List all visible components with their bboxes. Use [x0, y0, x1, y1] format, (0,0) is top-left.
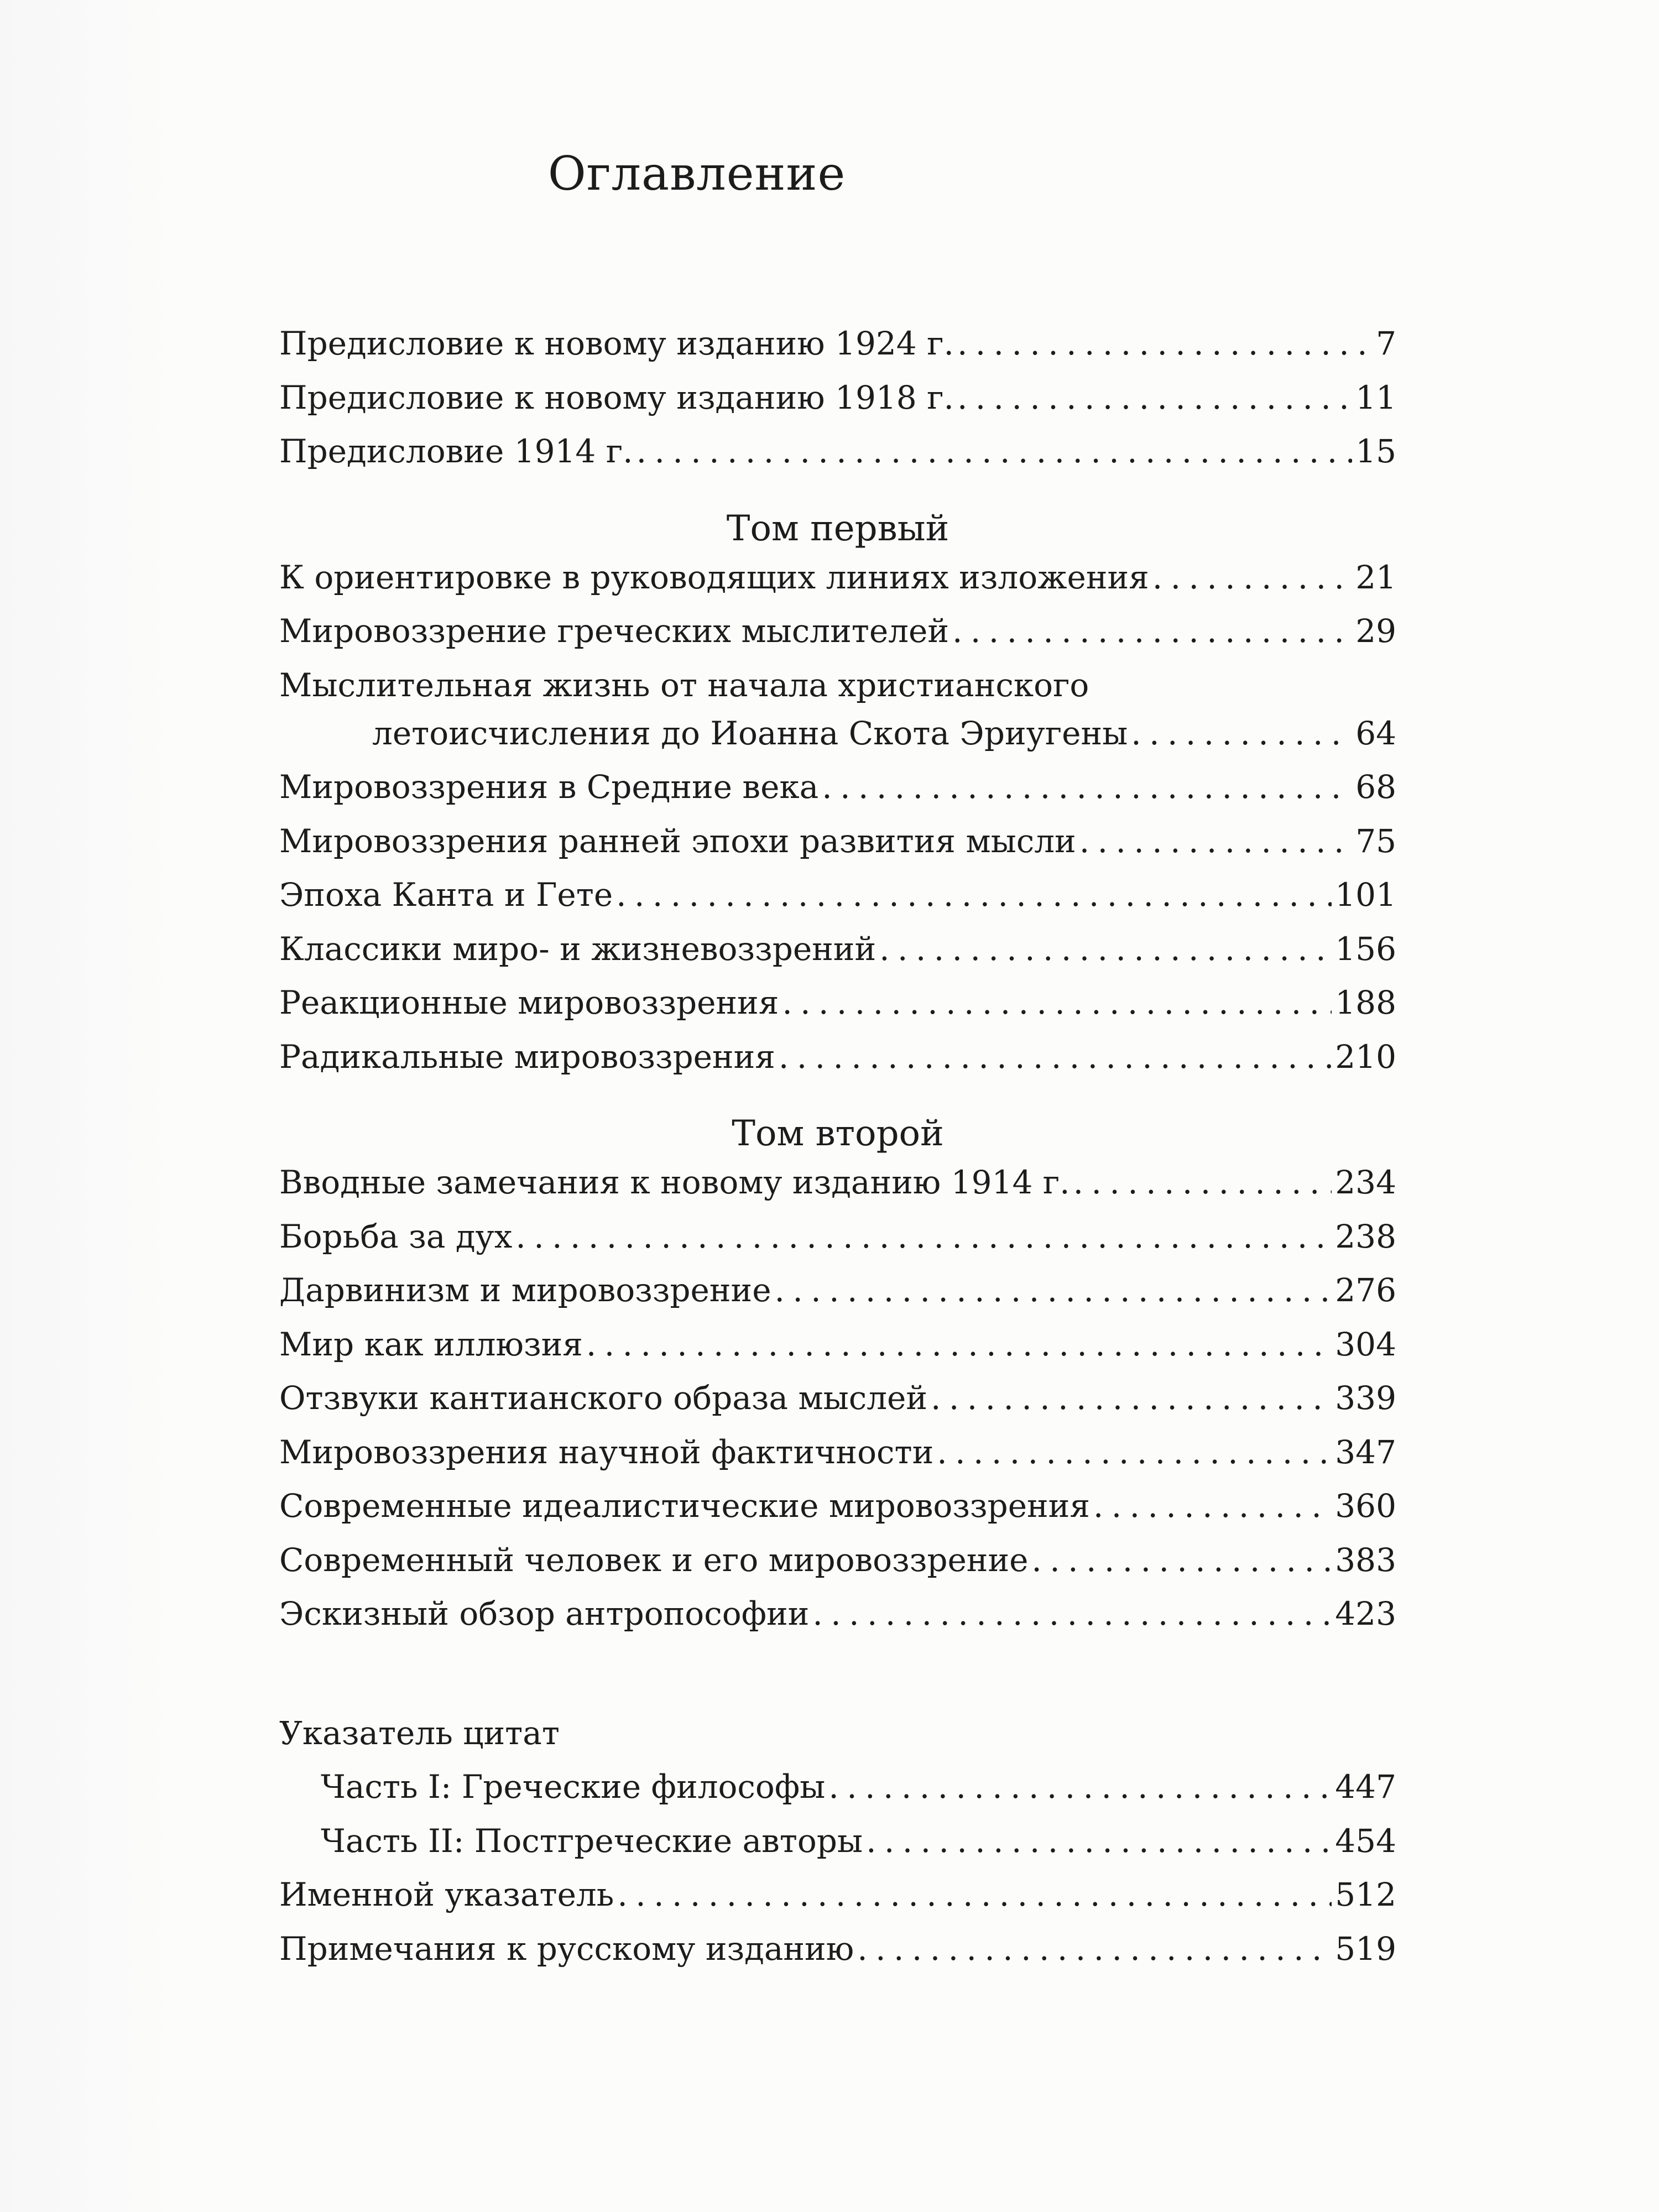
toc-entry-title: Борьба за дух [279, 1217, 513, 1255]
toc-entry [279, 1271, 1396, 1328]
toc-entry [279, 1166, 1396, 1220]
toc-entry-title: Примечания к русскому изданию [279, 1929, 854, 1968]
toc-entry-title: Классики миро- и жизневоззрений [279, 930, 877, 968]
dot-leader [957, 382, 1352, 414]
toc-entry-page: 188 [1335, 984, 1396, 1021]
quotes-index-heading [279, 1714, 1396, 1771]
page-title: Оглавление [547, 147, 846, 201]
toc-entry-title: Предисловие к новому изданию 1918 г. [279, 378, 954, 416]
toc-entry-title: Дарвинизм и мировоззрение [279, 1271, 771, 1309]
toc-entry-title: Предисловие 1914 г. [279, 432, 633, 470]
toc-entry-page: 447 [1335, 1768, 1396, 1806]
toc-entry-page: 339 [1335, 1379, 1396, 1417]
dot-leader [775, 1274, 1332, 1306]
dot-leader [957, 327, 1373, 359]
toc-entry-page: 7 [1376, 325, 1396, 362]
table-of-contents [279, 327, 1396, 1986]
toc-entry-title: Часть II: Постгреческие авторы [321, 1822, 863, 1860]
toc-entry-title: Предисловие к новому изданию 1924 г. [279, 325, 954, 362]
toc-entry [279, 1487, 1396, 1544]
toc-entry-page: 64 [1355, 714, 1396, 752]
toc-entry [279, 822, 1396, 879]
toc-entry-title: Отзвуки кантианского образа мыслей [279, 1379, 928, 1417]
dot-leader [586, 1328, 1332, 1360]
volume-two-heading: Том второй [732, 1113, 944, 1154]
dot-leader [931, 1382, 1332, 1414]
toc-entry-title: Мир как иллюзия [279, 1325, 583, 1363]
toc-entry [279, 768, 1396, 825]
toc-entry-page: 512 [1335, 1876, 1396, 1913]
toc-entry-page: 101 [1335, 876, 1396, 914]
dot-leader [857, 1933, 1332, 1965]
dot-leader [1152, 561, 1352, 593]
dot-leader [866, 1825, 1332, 1857]
toc-entry-title: Мировоззрение греческих мыслителей [279, 612, 950, 650]
toc-entry-page: 238 [1335, 1217, 1396, 1255]
toc-entry-page: 21 [1355, 558, 1396, 596]
toc-entry-title: Современный человек и его мировоззрение [279, 1541, 1029, 1579]
dot-leader [779, 1041, 1332, 1073]
dot-leader [822, 771, 1352, 803]
toc-entry-title: Мировоззрения научной фактичности [279, 1433, 934, 1471]
toc-entry-page: 68 [1355, 768, 1396, 806]
dot-leader [1079, 825, 1352, 857]
toc-entry-page: 276 [1335, 1271, 1396, 1309]
toc-entry-page: 15 [1355, 432, 1396, 470]
toc-entry-page: 454 [1335, 1822, 1396, 1860]
dot-leader [952, 615, 1352, 647]
toc-entry-page: 383 [1335, 1541, 1396, 1579]
toc-entry-title: Часть I: Греческие философы [321, 1768, 826, 1806]
dot-leader [637, 435, 1353, 467]
dot-leader [937, 1436, 1332, 1468]
toc-entry-page: 29 [1355, 612, 1396, 650]
section-spacer [279, 1652, 1396, 1717]
toc-entry [279, 1325, 1396, 1383]
toc-entry [279, 1768, 1396, 1825]
dot-leader [1131, 717, 1352, 749]
dot-leader [828, 1771, 1332, 1803]
dot-leader [782, 987, 1332, 1019]
toc-entry-page: 304 [1335, 1325, 1396, 1363]
toc-entry-page: 347 [1335, 1433, 1396, 1471]
toc-entry [279, 558, 1396, 615]
toc-entry-page: 234 [1335, 1164, 1396, 1201]
toc-entry-page: 75 [1355, 822, 1396, 860]
page-gutter-shadow [0, 0, 182, 2212]
toc-entry-title: Реакционные мировоззрения [279, 984, 779, 1021]
toc-entry [279, 432, 1396, 489]
toc-entry [279, 1876, 1396, 1933]
toc-entry [279, 930, 1396, 987]
toc-entry-title: Радикальные мировоззрения [279, 1037, 775, 1076]
dot-leader [1093, 1490, 1332, 1522]
toc-entry-title: Именной указатель [279, 1876, 614, 1913]
dot-leader [616, 879, 1332, 911]
toc-entry [279, 1379, 1396, 1436]
toc-entry [279, 984, 1396, 1041]
toc-entry [279, 327, 1396, 382]
toc-entry [279, 714, 1396, 771]
toc-entry [279, 1595, 1396, 1652]
toc-entry [279, 1822, 1396, 1879]
toc-entry [279, 1037, 1396, 1095]
toc-entry [279, 876, 1396, 933]
toc-entry-title: Эскизный обзор антропософии [279, 1595, 810, 1632]
toc-entry [279, 1929, 1396, 1987]
toc-entry-title: К ориентировке в руководящих линиях изложения [279, 558, 1149, 596]
dot-leader [515, 1220, 1332, 1253]
volume-one-heading: Том первый [726, 508, 950, 549]
toc-entry-title: Вводные замечания к новому изданию 1914 г. [279, 1164, 1070, 1201]
toc-entry-page: 360 [1335, 1487, 1396, 1525]
toc-entry [279, 378, 1396, 436]
toc-entry-title: Мировоззрения ранней эпохи развития мысли [279, 822, 1076, 860]
toc-entry-title: Современные идеалистические мировоззрения [279, 1487, 1090, 1525]
dot-leader [1073, 1166, 1332, 1198]
toc-entry-title: Мыслительная жизнь от начала христианского [279, 666, 1089, 704]
toc-entry [279, 612, 1396, 669]
toc-entry [279, 1217, 1396, 1275]
toc-entry-title: Мировоззрения в Средние века [279, 768, 819, 806]
toc-entry-first-line [279, 666, 1396, 717]
dot-leader [812, 1598, 1332, 1630]
toc-entry [279, 1541, 1396, 1598]
dot-leader [879, 933, 1332, 965]
toc-entry [279, 1433, 1396, 1490]
dot-leader [1031, 1544, 1332, 1576]
toc-entry-title: Указатель цитат [279, 1714, 560, 1752]
toc-entry-title: Эпоха Канта и Гете [279, 876, 613, 914]
toc-entry-page: 519 [1335, 1929, 1396, 1968]
toc-entry-page: 11 [1355, 378, 1396, 416]
toc-entry-page: 423 [1335, 1595, 1396, 1632]
toc-entry-page: 210 [1335, 1037, 1396, 1076]
dot-leader [617, 1879, 1332, 1911]
toc-entry-title: летоисчисления до Иоанна Скота Эриугены [372, 714, 1128, 752]
toc-entry-page: 156 [1335, 930, 1396, 968]
